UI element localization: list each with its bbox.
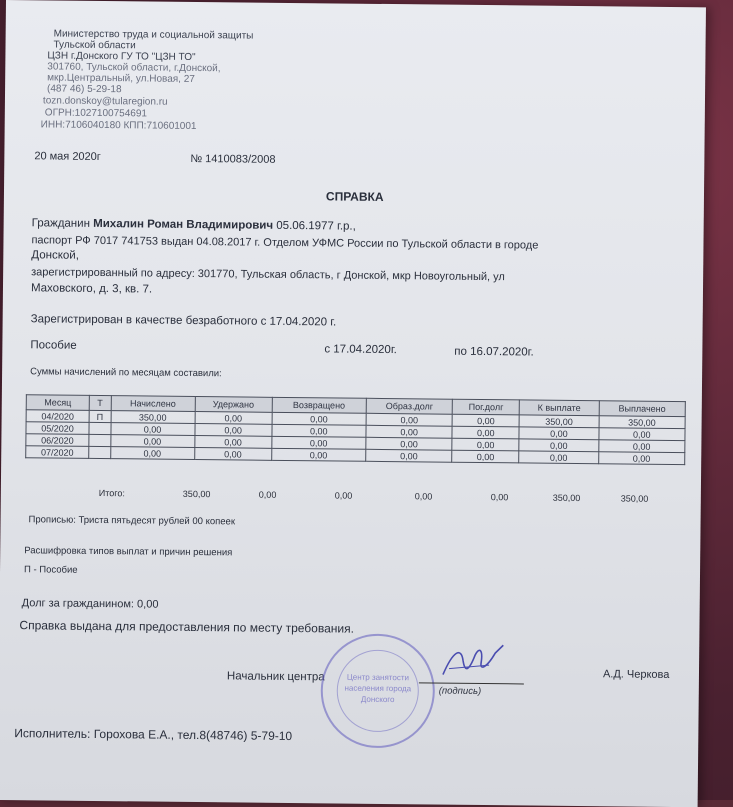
debt-line: Долг за гражданином: 0,00 (21, 597, 159, 611)
table-cell: 0,00 (519, 439, 599, 452)
purpose-line: Справка выдана для предоставления по месту требования. (19, 618, 355, 636)
table-cell: 0,00 (598, 452, 684, 465)
head-label: Начальник центра (226, 670, 325, 684)
head-name: А.Д. Черкова (602, 668, 670, 681)
table-cell: 0,00 (599, 440, 685, 453)
executor-line: Исполнитель: Горохова Е.А., тел.8(48746) 5-79-10 (14, 726, 293, 744)
table-cell: 0,00 (366, 449, 453, 462)
table-cell (89, 434, 111, 446)
address-line: зарегистрированный по адресу: 301770, Тульская область, г Донской, мкр Новоугольный, ул (31, 266, 505, 284)
table-cell: 350,00 (599, 416, 685, 429)
total-value: 0,00 (490, 492, 509, 503)
header-ministry: Министерство труда и социальной защиты (53, 28, 254, 42)
signature-caption: (подпись) (438, 685, 482, 698)
table-cell: 0,00 (453, 414, 520, 427)
citizen-name: Михалин Роман Владимирович (93, 217, 274, 232)
table-cell: 350,00 (519, 415, 599, 428)
registered-line: Зарегистрирован в качестве безработного с 17.04.2020 г. (30, 313, 337, 329)
table-cell (89, 446, 111, 458)
total-value: 350,00 (552, 492, 581, 504)
benefit-to: по 16.07.2020г. (454, 345, 534, 359)
payments-table (25, 394, 686, 465)
table-cell: 0,00 (195, 423, 272, 436)
column-header: Месяц (26, 395, 89, 411)
decode-item: П - Пособие (23, 564, 78, 576)
passport-city: Донской, (31, 249, 79, 262)
totals-label: Итого: (98, 487, 125, 499)
decode-title: Расшифровка типов выплат и причин решения (24, 545, 233, 559)
citizen-birth: 05.06.1977 г.р., (276, 219, 356, 233)
table-cell: 0,00 (110, 435, 194, 448)
passport-line: паспорт РФ 7017 741753 выдан 04.08.2017 г. Отделом УФМС России по Тульской области в городе (31, 234, 539, 252)
total-value: 0,00 (334, 490, 353, 501)
table-cell: П (89, 410, 111, 422)
column-header: Выплачено (599, 401, 685, 417)
column-header: Возвращено (272, 397, 366, 413)
table-cell: 0,00 (110, 447, 194, 460)
table-cell (89, 422, 111, 434)
signature-image (439, 641, 509, 686)
column-header: Начислено (111, 396, 195, 412)
table-cell: 0,00 (272, 424, 366, 437)
citizen-prefix: Гражданин (31, 217, 91, 230)
table-cell: 0,00 (599, 428, 685, 441)
header-address-1: 301760, Тульской области, г.Донской, (47, 61, 221, 75)
table-cell: 0,00 (195, 412, 272, 425)
table-cell: 0,00 (366, 437, 453, 450)
document-title: СПРАВКА (325, 189, 384, 204)
header-email: tozn.donskoy@tularegion.ru (42, 95, 168, 108)
column-header: Образ.долг (366, 398, 453, 414)
header-inn: ИНН:7106040180 КПП:710601001 (40, 119, 197, 133)
table-cell: 0,00 (452, 426, 519, 439)
header-organization: ЦЗН г.Донского ГУ ТО "ЦЗН ТО" (47, 50, 196, 63)
stamp-text: Центр занятости населения города Донского (344, 672, 412, 705)
table-cell: 0,00 (366, 425, 453, 438)
amount-in-words: Прописью: Триста пятьдесят рублей 00 копеек (28, 514, 236, 528)
table-cell: 0,00 (271, 436, 365, 449)
table-cell: 0,00 (519, 427, 599, 440)
citizen-line (32, 217, 356, 232)
total-value: 350,00 (182, 488, 211, 500)
table-cell: 05/2020 (26, 422, 89, 435)
address-line-2: Маховского, д. 3, кв. 7. (30, 282, 153, 296)
table-cell: 0,00 (366, 413, 453, 426)
header-address-2: мкр.Центральный, ул.Новая, 27 (47, 72, 195, 85)
header-phone: (487 46) 5-29-18 (47, 83, 122, 96)
total-value: 0,00 (414, 491, 433, 502)
table-cell: 350,00 (111, 411, 195, 424)
column-header: Т (89, 395, 111, 410)
benefit-label: Пособие (30, 339, 77, 352)
column-header: Удержано (195, 397, 272, 413)
column-header: Пог.долг (453, 399, 520, 415)
table-cell: 0,00 (110, 423, 194, 436)
header-ogrn: ОГРН:1027100754691 (44, 107, 148, 120)
table-cell: 0,00 (272, 412, 366, 425)
benefit-from: с 17.04.2020г. (324, 343, 397, 357)
total-value: 0,00 (258, 489, 277, 500)
table-cell: 0,00 (194, 435, 271, 448)
table-cell: 04/2020 (26, 410, 89, 423)
sums-caption: Суммы начислений по месяцам составили: (30, 366, 222, 380)
document-number: № 1410083/2008 (190, 152, 276, 166)
table-cell: 0,00 (452, 438, 519, 451)
total-value: 350,00 (620, 493, 649, 504)
table-cell: 07/2020 (26, 446, 89, 459)
table-cell: 0,00 (519, 451, 599, 464)
table-cell: 06/2020 (26, 434, 89, 447)
document-date: 20 мая 2020г (34, 150, 101, 164)
column-header: К выплате (519, 400, 599, 416)
table-cell: 0,00 (452, 450, 519, 463)
header-region: Тульской области (53, 39, 136, 52)
table-cell: 0,00 (271, 448, 365, 461)
official-stamp (320, 633, 435, 748)
table-cell: 0,00 (194, 447, 271, 460)
